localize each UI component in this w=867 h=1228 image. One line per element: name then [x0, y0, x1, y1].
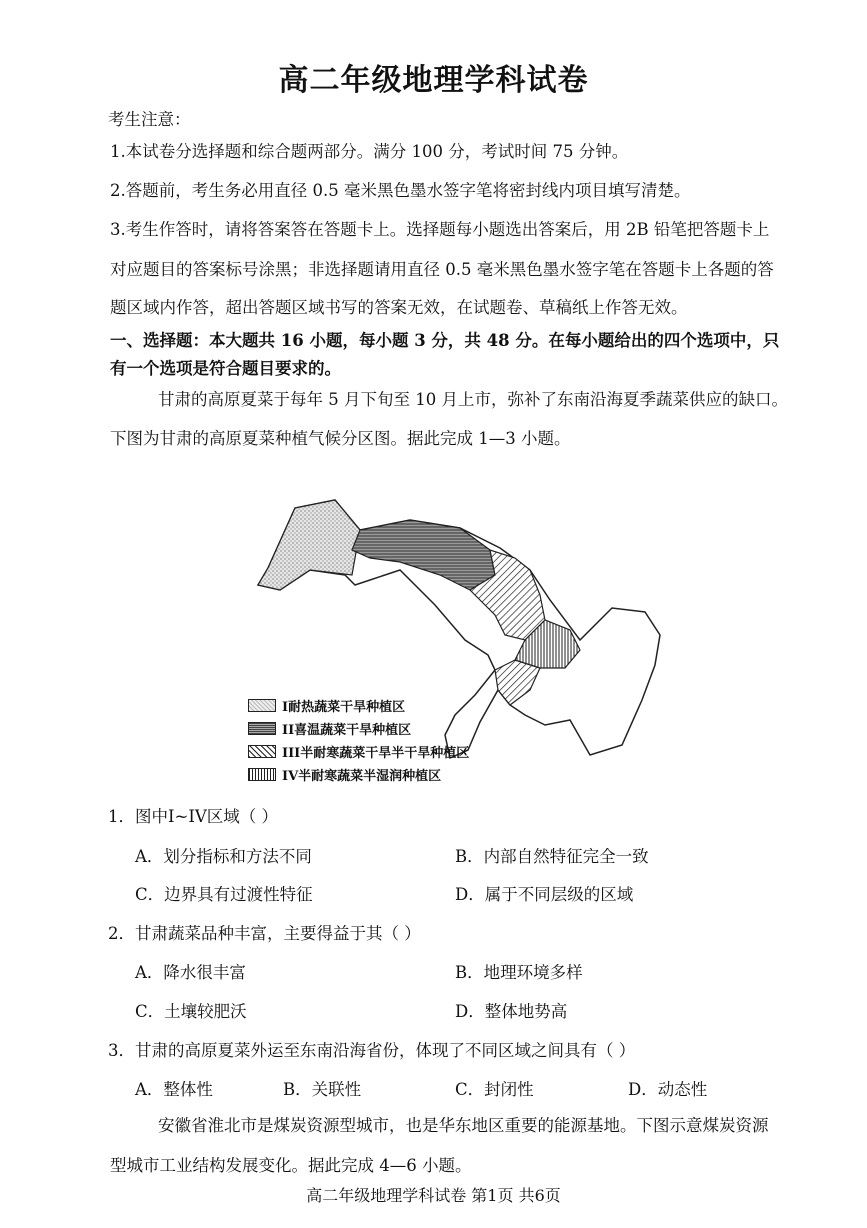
- page-title: 高二年级地理学科试卷: [278, 63, 589, 98]
- question-1-option-a[interactable]: A．划分指标和方法不同: [135, 847, 312, 866]
- zone-i-region: [258, 500, 360, 590]
- passage-1-line-2: 下图为甘肃的高原夏菜种植气候分区图。据此完成 1—3 小题。: [110, 429, 571, 448]
- passage-2-line-1: 安徽省淮北市是煤炭资源型城市，也是华东地区重要的能源基地。下图示意煤炭资源: [158, 1116, 769, 1135]
- notice-item-2: 2.答题前，考生务必用直径 0.5 毫米黑色墨水签字笔将密封线内项目填写清楚。: [110, 181, 691, 200]
- question-3-option-b[interactable]: B．关联性: [283, 1080, 362, 1099]
- legend-item-zone-iii: III半耐寒蔬菜干旱半干旱种植区: [248, 742, 469, 761]
- passage-2-line-2: 型城市工业结构发展变化。据此完成 4—6 小题。: [110, 1156, 472, 1175]
- legend-swatch-dotted: [248, 699, 276, 712]
- question-1-option-d[interactable]: D．属于不同层级的区域: [455, 885, 634, 904]
- question-3-option-c[interactable]: C．封闭性: [455, 1080, 534, 1099]
- question-2-option-c[interactable]: C．土壤较肥沃: [135, 1002, 247, 1021]
- question-2-option-d[interactable]: D．整体地势高: [455, 1002, 568, 1021]
- section-heading-cont: 有一个选项是符合题目要求的。: [110, 359, 341, 378]
- question-1-option-b[interactable]: B．内部自然特征完全一致: [455, 847, 649, 866]
- question-2-stem: 2．甘肃蔬菜品种丰富，主要得益于其（ ）: [108, 924, 421, 943]
- notice-item-3: 3.考生作答时，请将答案答在答题卡上。选择题每小题选出答案后，用 2B 铅笔把答题卡上: [110, 220, 770, 239]
- question-3-option-a[interactable]: A．整体性: [135, 1080, 213, 1099]
- question-3-stem: 3．甘肃的高原夏菜外运至东南沿海省份，体现了不同区域之间具有（ ）: [108, 1041, 636, 1060]
- notice-item-1: 1.本试卷分选择题和综合题两部分。满分 100 分，考试时间 75 分钟。: [110, 142, 629, 161]
- legend-item-zone-iv: IV半耐寒蔬菜半湿润种植区: [248, 765, 441, 784]
- legend-swatch-horizontal: [248, 722, 276, 735]
- legend-item-zone-i: I耐热蔬菜干旱种植区: [248, 696, 405, 715]
- legend-item-zone-ii: II喜温蔬菜干旱种植区: [248, 719, 411, 738]
- question-2-option-b[interactable]: B．地理环境多样: [455, 963, 583, 982]
- section-heading: 一、选择题：本大题共 16 小题，每小题 3 分，共 48 分。在每小题给出的四个选项中，只: [110, 331, 780, 350]
- page-footer: 高二年级地理学科试卷 第1页 共6页: [306, 1186, 561, 1205]
- notice-item-3-cont-1: 对应题目的答案标号涂黑；非选择题请用直径 0.5 毫米黑色墨水签字笔在答题卡上各题的答: [110, 260, 774, 279]
- legend-swatch-diagonal: [248, 745, 276, 758]
- notice-heading: 考生注意：: [108, 110, 191, 129]
- question-1-stem: 1．图中I~IV区域（ ）: [108, 807, 279, 826]
- passage-1-line-1: 甘肃的高原夏菜于每年 5 月下旬至 10 月上市，弥补了东南沿海夏季蔬菜供应的缺口。: [158, 390, 788, 409]
- question-3-option-d[interactable]: D．动态性: [628, 1080, 708, 1099]
- question-2-option-a[interactable]: A．降水很丰富: [135, 963, 246, 982]
- notice-item-3-cont-2: 题区域内作答，超出答题区域书写的答案无效，在试题卷、草稿纸上作答无效。: [110, 298, 688, 317]
- legend-swatch-vertical: [248, 768, 276, 781]
- question-1-option-c[interactable]: C．边界具有过渡性特征: [135, 885, 313, 904]
